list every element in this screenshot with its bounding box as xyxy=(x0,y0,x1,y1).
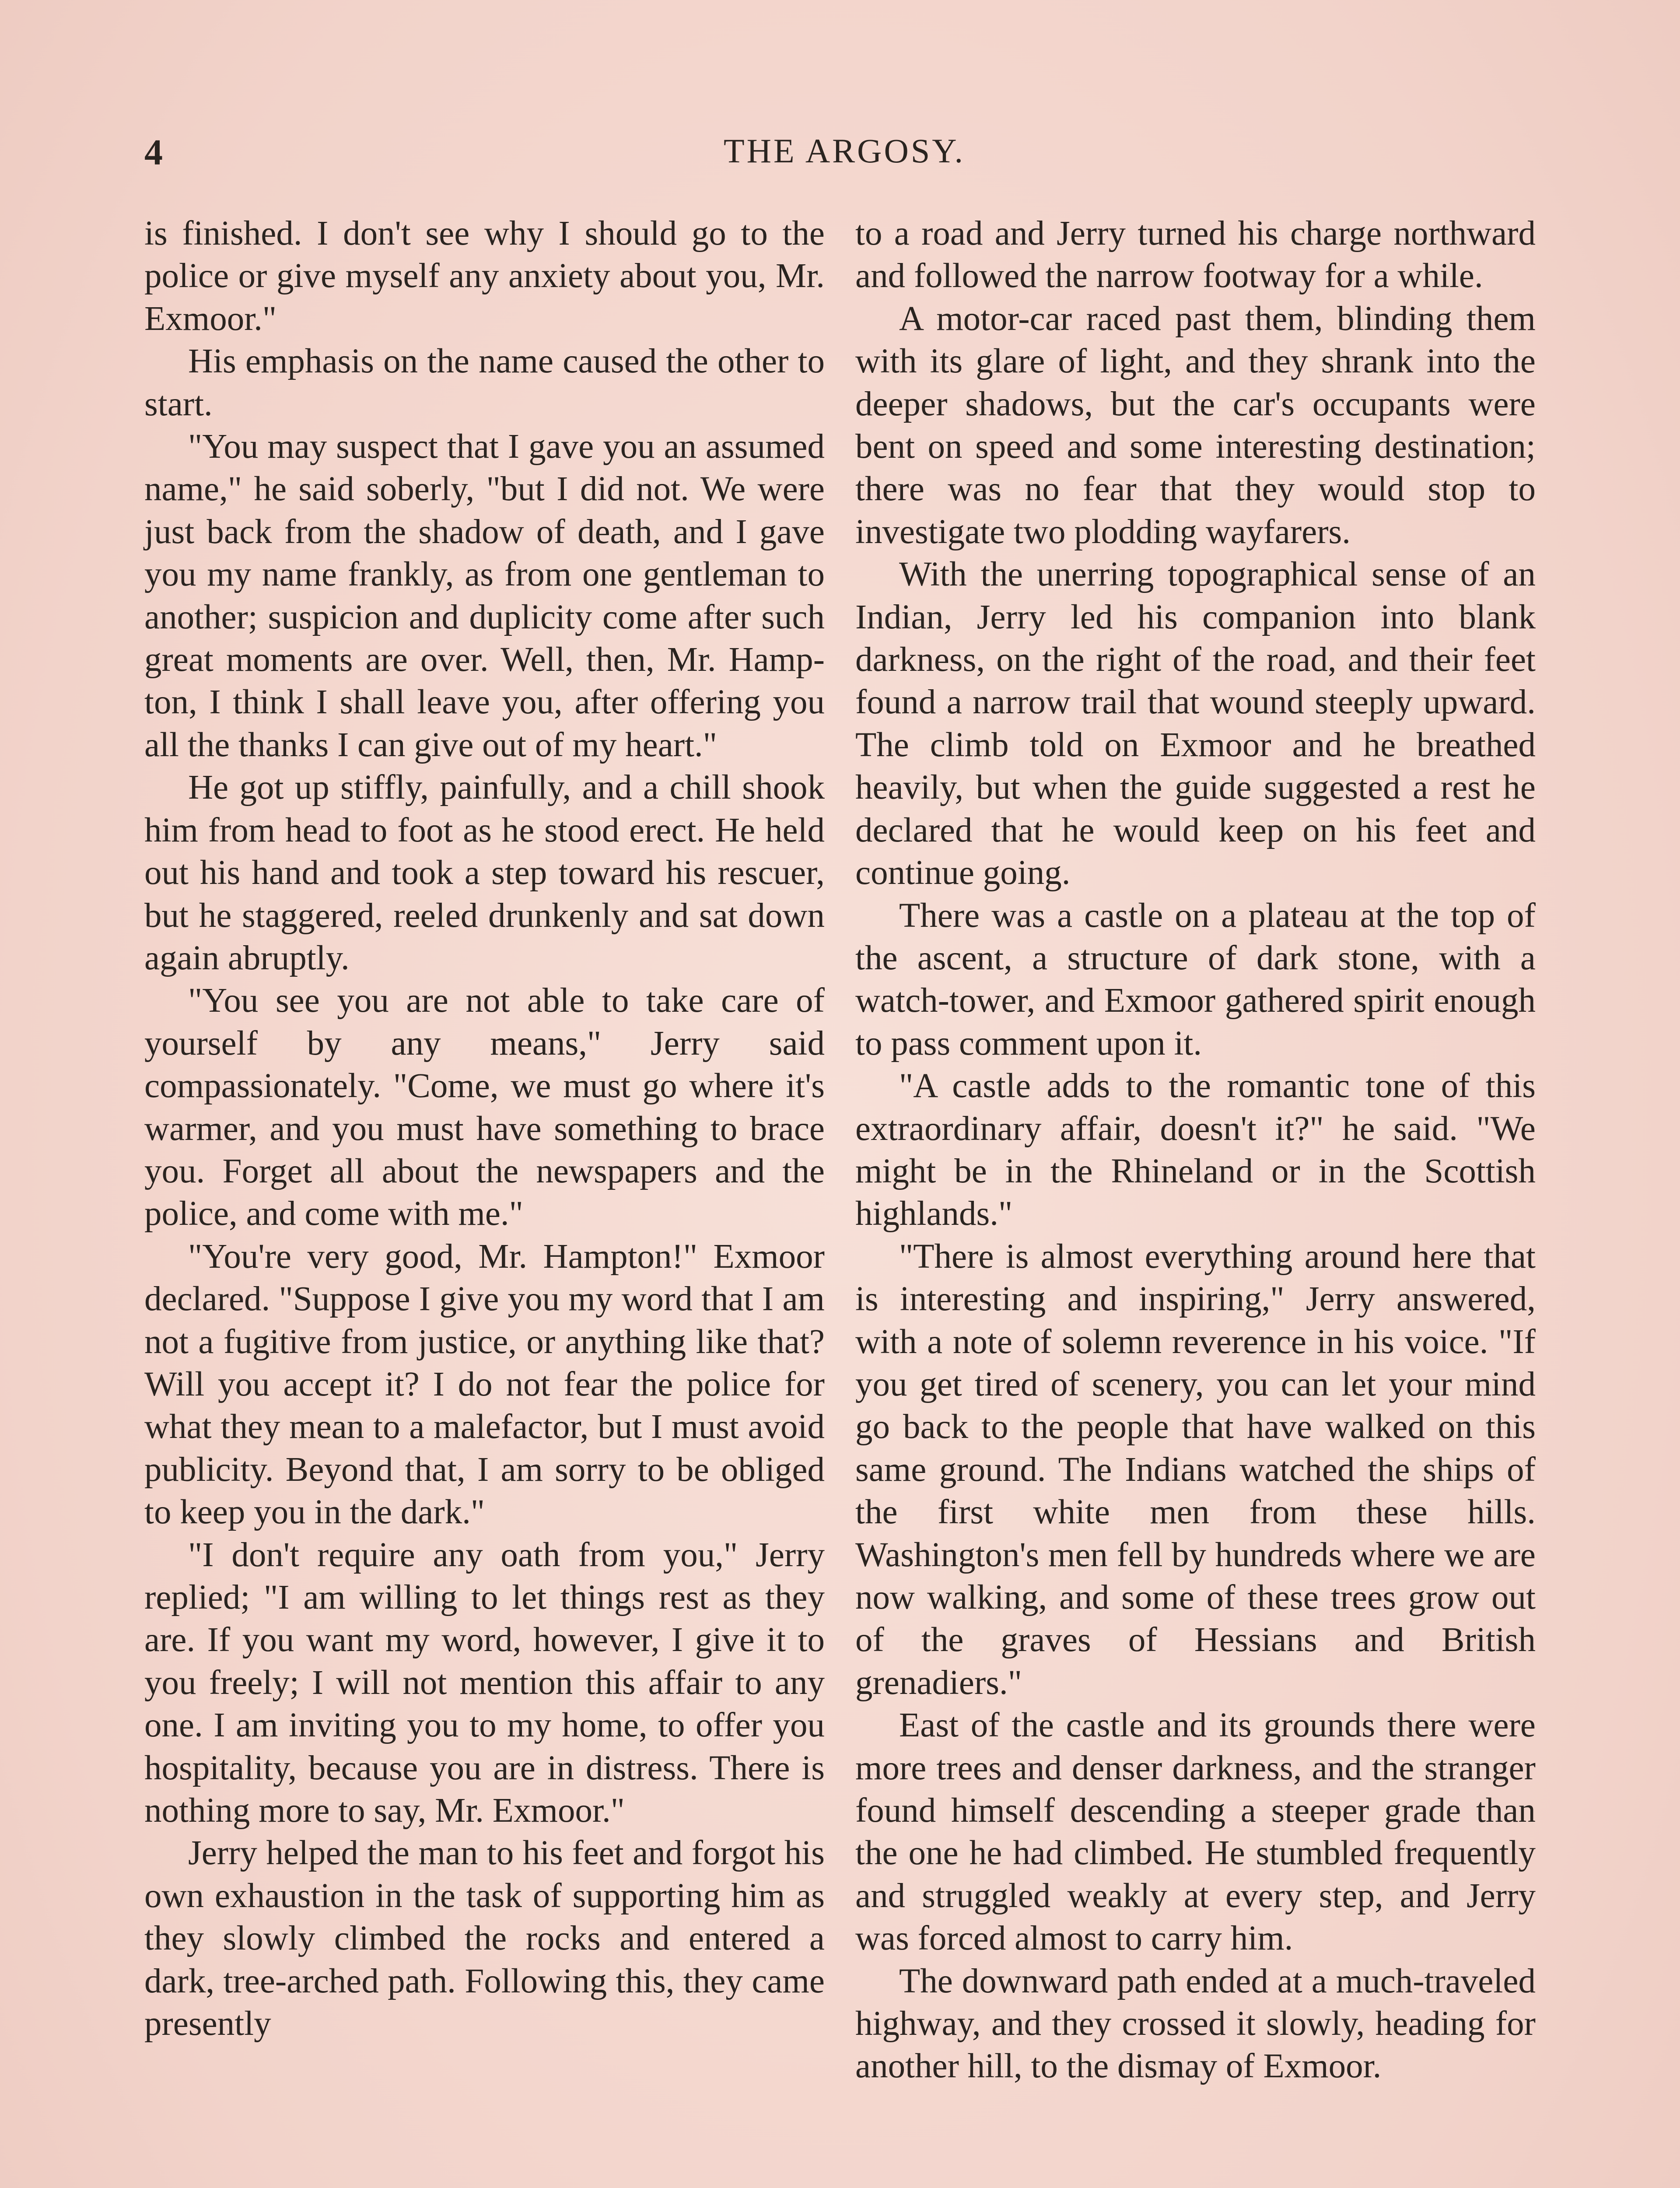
paragraph: His emphasis on the name caused the other to start. xyxy=(144,342,825,423)
paragraph: With the unerring topographical sense of an Indian, Jerry led his companion into blank darkness, on the right of the road, and their feet found a narrow trail that wound steeply upward. The climb told on Exmoor and he breathed heavily, but when the guide suggested a rest he declared that he would keep on his feet and continue going. xyxy=(855,555,1536,892)
paragraph: "You see you are not able to take care of yourself by any means," Jerry said compassionately. "Come, we must go where it's warmer, and you must have something to brace you. Forget all about the newspapers and the police, and come with me." xyxy=(144,982,825,1233)
paragraph: "There is almost everything around here that is interesting and inspiring," Jerry answered, with a note of solemn reverence in his voice. "If you get tired of scenery, you can let your mind go back to the people that have walked on this same ground. The Indians watched the ships of the first white men from these hills. Washington's men fell by hundreds where we are now walking, and some of these trees grow out of the graves of Hessians and British grenadiers." xyxy=(855,1237,1536,1702)
paragraph: to a road and Jerry turned his charge northward and followed the narrow footway for a while. xyxy=(855,214,1536,295)
paragraph: "You're very good, Mr. Hampton!" Exmoor declared. "Suppose I give you my word that I am not a fugitive from justice, or anything like that? Will you accept it? I do not fear the police for what they mean to a malefactor, but I must avoid publicity. Beyond that, I am sorry to be obliged to keep you in the dark." xyxy=(144,1237,825,1532)
running-title: THE ARGOSY. xyxy=(724,132,965,170)
paragraph: Jerry helped the man to his feet and forgot his own exhaustion in the task of supporting him as they slowly climbed the rocks and entered a dark, tree-arched path. Following this, they came presently xyxy=(144,1834,825,2043)
paragraph: A motor-car raced past them, blinding them with its glare of light, and they shrank into the deeper shadows, but the car's occupants were bent on speed and some interesting destination; there was no fear that they would stop to investigate two plodding wayfarers. xyxy=(855,299,1536,551)
paragraph: The downward path ended at a much-traveled highway, and they crossed it slowly, heading for another hill, to the dismay of Exmoor. xyxy=(855,1962,1536,2086)
paragraph: "You may suspect that I gave you an assumed name," he said soberly, "but I did not. We were just back from the shadow of death, and I gave you my name frankly, as from one gentleman to another; suspicion and duplicity come after such great moments are over. Well, then, Mr. Hampton, I think I shall leave you, after offering you all the thanks I can give out of my heart." xyxy=(144,428,825,764)
paragraph: is finished. I don't see why I should go to the police or give myself any anxiety about you, Mr. Exmoor." xyxy=(144,214,825,338)
paragraph: "A castle adds to the romantic tone of this extraordinary affair, doesn't it?" he said. "We might be in the Rhineland or in the Scottish highlands." xyxy=(855,1067,1536,1233)
paragraph: "I don't require any oath from you," Jerry replied; "I am willing to let things rest as they are. If you want my word, however, I give it to you freely; I will not mention this affair to any one. I am inviting you to my home, to offer you hospitality, because you are in distress. There is nothing more to say, Mr. Exmoor." xyxy=(144,1536,825,1830)
right-column xyxy=(855,212,1536,2088)
page-header xyxy=(144,131,1544,184)
left-column xyxy=(144,212,825,2045)
page-number: 4 xyxy=(144,132,163,173)
paragraph: There was a castle on a plateau at the top of the ascent, a structure of dark stone, with a watch-tower, and Exmoor gathered spirit enough to pass comment upon it. xyxy=(855,896,1536,1062)
paragraph: East of the castle and its grounds there were more trees and denser darkness, and the stranger found himself descending a steeper grade than the one he had climbed. He stumbled frequently and struggled weakly at every step, and Jerry was forced almost to carry him. xyxy=(855,1706,1536,1958)
paragraph: He got up stiffly, painfully, and a chill shook him from head to foot as he stood erect. He held out his hand and took a step toward his rescuer, but he staggered, reeled drunkenly and sat down again abruptly. xyxy=(144,768,825,977)
